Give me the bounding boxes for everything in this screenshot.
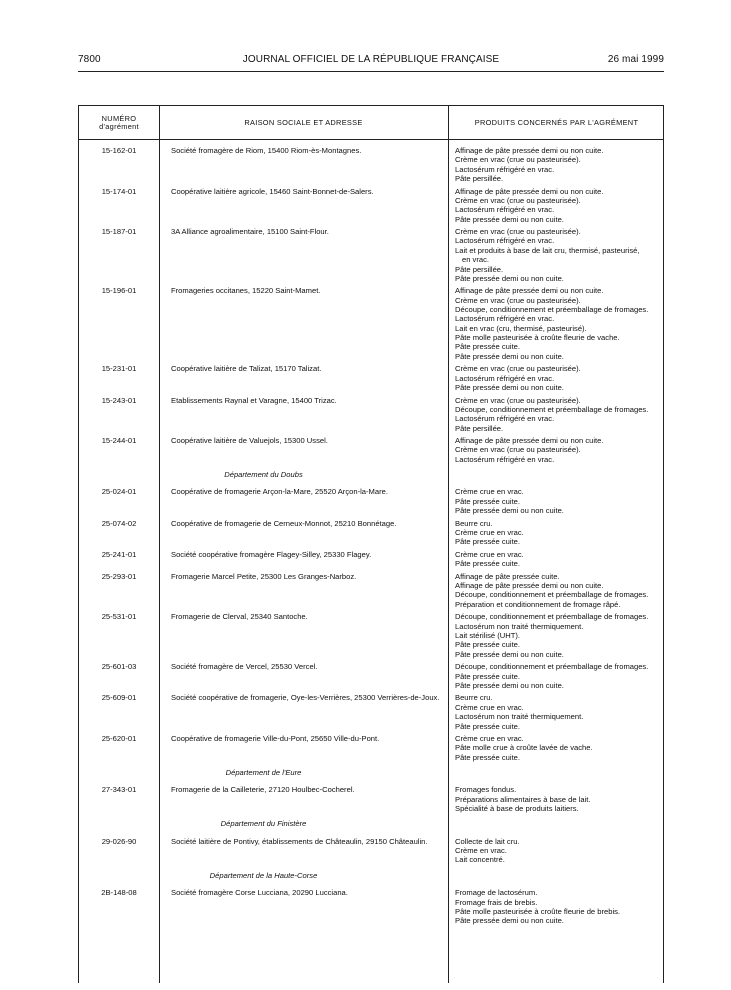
product-list (448, 693, 665, 730)
product-item: Pâte pressée cuite. (455, 342, 521, 352)
column-header-numero-label: NUMÉRO (101, 113, 137, 123)
product-item: Pâte pressée cuite. (455, 496, 521, 506)
approval-number: 2B-148-08 (101, 888, 137, 898)
product-item: Découpe, conditionnement et préemballage de fromages. (455, 612, 649, 622)
table-row (79, 572, 663, 609)
approval-number: 25-024-01 (101, 487, 137, 497)
product-item: Crème crue en vrac. (455, 549, 524, 559)
company-address: Fromagerie de la Cailleterie, 27120 Houlbec-Cocherel. (171, 785, 355, 795)
company-address: Société fromagère de Riom, 15400 Riom-ès-Montagnes. (171, 146, 362, 155)
column-header-raison: RAISON SOCIALE ET ADRESSE (244, 117, 363, 127)
column-header-produits: PRODUITS CONCERNÉS PAR L'AGRÉMENT (474, 117, 639, 127)
product-item: Lait en vrac (cru, thermisé, pasteurisé). (455, 323, 587, 333)
department-heading: Département du Finistère (220, 819, 307, 829)
product-item: Pâte pressée demi ou non cuite. (455, 214, 564, 224)
product-item: Découpe, conditionnement et préemballage de fromages. (455, 404, 649, 414)
product-item: Spécialité à base de produits laitiers. (455, 804, 579, 814)
column-header-numero-sub: d'agrément (99, 121, 139, 131)
table-row (79, 612, 663, 659)
page-number: 7800 (78, 54, 101, 65)
company-address: Société fromagère Corse Lucciana, 20290 Lucciana. (171, 888, 348, 898)
product-list (448, 187, 665, 224)
table-row (79, 837, 663, 865)
table-row (79, 519, 663, 547)
product-list (448, 572, 665, 609)
table-row (79, 734, 663, 762)
page-header (78, 54, 664, 70)
table-row (79, 888, 663, 925)
product-item: Crème crue en vrac. (455, 487, 524, 497)
table-row (79, 187, 663, 224)
product-item: Collecte de lait cru. (455, 836, 520, 846)
product-item: Affinage de pâte pressée demi ou non cuite. (455, 186, 604, 196)
approval-number: 25-601-03 (101, 662, 137, 672)
table-row (79, 785, 663, 813)
department-heading: Département du Doubs (224, 470, 303, 480)
approval-number: 25-074-02 (101, 518, 137, 528)
product-list (448, 550, 665, 569)
table-row (79, 487, 663, 515)
header-rule (78, 71, 664, 72)
product-item: Crème en vrac (crue ou pasteurisée). (455, 195, 581, 205)
approval-number: 15-196-01 (101, 286, 137, 296)
product-item: Pâte pressée cuite. (455, 752, 521, 762)
product-item: Lait et produits à base de lait cru, thermisé, pasteurisé, (455, 245, 640, 255)
product-item: Pâte pressée demi ou non cuite. (455, 506, 564, 516)
approval-number: 15-162-01 (101, 146, 137, 155)
company-address: Fromagerie de Clerval, 25340 Santoche. (171, 612, 308, 622)
product-item: Pâte pressée cuite. (455, 671, 521, 681)
product-list (448, 888, 665, 925)
product-list (448, 519, 665, 547)
product-list (448, 286, 665, 361)
approval-number: 25-241-01 (101, 549, 137, 559)
company-address: Coopérative laitière de Talizat, 15170 Talizat. (171, 364, 322, 374)
product-list (448, 734, 665, 762)
product-item: Beurre cru. (455, 693, 493, 703)
product-list (448, 612, 665, 659)
product-list (448, 662, 665, 690)
company-address: Coopérative laitière agricole, 15460 Saint-Bonnet-de-Salers. (171, 186, 374, 196)
approval-number: 25-620-01 (101, 734, 137, 744)
approval-number: 15-243-01 (101, 395, 137, 405)
product-list (448, 364, 665, 392)
approval-number: 15-174-01 (101, 186, 137, 196)
approval-number: 25-293-01 (101, 571, 137, 581)
product-item: Affinage de pâte pressée cuite. (455, 571, 560, 581)
product-item: Crème en vrac (crue ou pasteurisée). (455, 395, 581, 405)
product-item: Lactosérum réfrigéré en vrac. (455, 373, 555, 383)
product-item: Crème crue en vrac. (455, 734, 524, 744)
company-address: Coopérative laitière de Valuejols, 15300 Ussel. (171, 436, 328, 446)
product-item: Pâte molle crue à croûte lavée de vache. (455, 743, 593, 753)
product-item: en vrac. (462, 255, 490, 265)
product-item: Pâte pressée demi ou non cuite. (455, 649, 564, 659)
department-heading: Département de la Haute-Corse (209, 870, 318, 880)
product-item: Crème en vrac. (455, 846, 507, 856)
product-item: Pâte persillée. (455, 174, 504, 184)
company-address: Société fromagère de Vercel, 25530 Vercel. (171, 662, 318, 672)
product-item: Lactosérum réfrigéré en vrac. (455, 314, 555, 324)
product-item: Crème en vrac (crue ou pasteurisée). (455, 227, 581, 237)
product-item: Pâte pressée cuite. (455, 640, 521, 650)
product-item: Pâte pressée demi ou non cuite. (455, 383, 564, 392)
product-item: Crème crue en vrac. (455, 528, 524, 538)
product-item: Pâte pressée cuite. (455, 559, 521, 569)
product-item: Pâte persillée. (455, 264, 504, 274)
column-header-numero (79, 106, 159, 139)
product-item: Lactosérum réfrigéré en vrac. (455, 236, 555, 246)
table-row (79, 396, 663, 433)
approval-number: 29-026-90 (101, 836, 137, 846)
product-item: Lactosérum réfrigéré en vrac. (455, 205, 555, 215)
product-item: Lactosérum non traité thermiquement. (455, 621, 584, 631)
product-item: Lactosérum non traité thermiquement. (455, 712, 584, 722)
product-item: Découpe, conditionnement et préemballage de fromages. (455, 662, 649, 672)
company-address: Coopérative de fromagerie de Cerneux-Monnot, 25210 Bonnétage. (171, 518, 397, 528)
company-address: Etablissements Raynal et Varagne, 15400 Trizac. (171, 395, 337, 405)
product-list (448, 396, 665, 433)
product-item: Beurre cru. (455, 518, 493, 528)
product-item: Lactosérum réfrigéré en vrac. (455, 164, 555, 174)
table-row (79, 146, 663, 183)
company-address: Fromagerie Marcel Petite, 25300 Les Granges-Narboz. (171, 571, 357, 581)
company-address: Société coopérative fromagère Flagey-Silley, 25330 Flagey. (171, 549, 372, 559)
issue-date: 26 mai 1999 (607, 54, 664, 65)
table-row (79, 662, 663, 690)
product-item: Crème en vrac (crue ou pasteurisée). (455, 155, 581, 165)
product-item: Fromages fondus. (455, 785, 517, 795)
company-address: Société laitière de Pontivy, établissements de Châteaulin, 29150 Châteaulin. (171, 836, 428, 846)
header-rule (79, 139, 663, 140)
approval-table (78, 105, 664, 983)
product-item: Affinage de pâte pressée demi ou non cuite. (455, 581, 604, 591)
table-row (79, 286, 663, 361)
product-item: Pâte pressée cuite. (455, 721, 521, 731)
table-row (79, 436, 663, 464)
product-item: Affinage de pâte pressée demi ou non cuite. (455, 146, 604, 155)
table-body (79, 146, 663, 929)
product-item: Découpe, conditionnement et préemballage de fromages. (455, 305, 649, 315)
product-item: Pâte pressée cuite. (455, 537, 521, 547)
approval-number: 27-343-01 (101, 785, 137, 795)
approval-number: 25-609-01 (101, 693, 137, 703)
approval-number: 15-231-01 (101, 364, 137, 374)
product-item: Fromage de lactosérum. (455, 888, 538, 898)
product-item: Crème crue en vrac. (455, 702, 524, 712)
company-address: Société coopérative de fromagerie, Oye-les-Verrières, 25300 Verrières-de-Joux. (171, 693, 440, 703)
company-address: Coopérative de fromagerie Ville-du-Pont, 25650 Ville-du-Pont. (171, 734, 380, 744)
product-item: Pâte pressée demi ou non cuite. (455, 273, 564, 283)
table-row (79, 364, 663, 392)
product-item: Préparation et conditionnement de fromage râpé. (455, 599, 621, 609)
company-address: 3A Alliance agroalimentaire, 15100 Saint-Flour. (171, 227, 329, 237)
product-list (448, 487, 665, 515)
product-item: Fromage frais de brebis. (455, 897, 538, 907)
product-item: Découpe, conditionnement et préemballage de fromages. (455, 590, 649, 600)
product-item: Lait concentré. (455, 855, 505, 865)
journal-title: JOURNAL OFFICIEL DE LA RÉPUBLIQUE FRANÇAISE (242, 54, 500, 65)
product-item: Crème en vrac (crue ou pasteurisée). (455, 364, 581, 374)
product-item: Pâte molle pasteurisée à croûte fleurie de vache. (455, 333, 620, 343)
product-list (448, 146, 665, 183)
product-item: Lactosérum réfrigéré en vrac. (455, 414, 555, 424)
approval-number: 15-244-01 (101, 436, 137, 446)
product-list (448, 436, 665, 464)
table-row (79, 550, 663, 569)
product-item: Pâte persillée. (455, 423, 504, 433)
table-row (79, 227, 663, 283)
approval-number: 25-531-01 (101, 612, 137, 622)
product-list (448, 837, 665, 865)
department-heading: Département de l'Eure (225, 768, 302, 778)
company-address: Fromageries occitanes, 15220 Saint-Mamet. (171, 286, 321, 296)
product-item: Crème en vrac (crue ou pasteurisée). (455, 295, 581, 305)
product-item: Pâte molle pasteurisée à croûte fleurie de brebis. (455, 906, 621, 916)
product-item: Pâte pressée demi ou non cuite. (455, 916, 564, 926)
product-item: Crème en vrac (crue ou pasteurisée). (455, 445, 581, 455)
product-list (448, 785, 665, 813)
table-row (79, 693, 663, 730)
product-item: Affinage de pâte pressée demi ou non cuite. (455, 436, 604, 446)
product-item: Affinage de pâte pressée demi ou non cuite. (455, 286, 604, 296)
product-list (448, 227, 665, 283)
product-item: Pâte pressée demi ou non cuite. (455, 351, 564, 361)
approval-number: 15-187-01 (101, 227, 137, 237)
company-address: Coopérative de fromagerie Arçon-la-Mare, 25520 Arçon-la-Mare. (171, 487, 388, 497)
product-item: Lactosérum réfrigéré en vrac. (455, 454, 555, 464)
product-item: Préparations alimentaires à base de lait. (455, 794, 591, 804)
product-item: Lait stérilisé (UHT). (455, 631, 520, 641)
product-item: Pâte pressée demi ou non cuite. (455, 680, 564, 690)
